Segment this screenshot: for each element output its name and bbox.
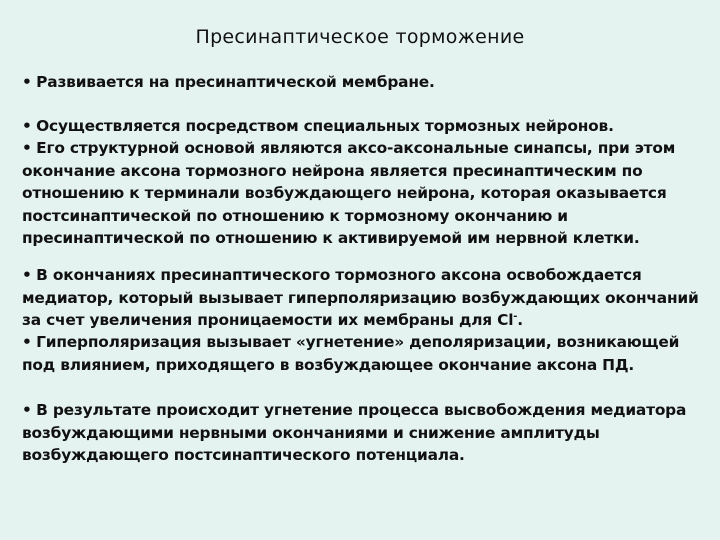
paragraph-text: Развивается на пресинаптической мембране.: [36, 73, 435, 91]
paragraph-text: Его структурной основой являются аксо-аксональные синапсы, при этом окончание аксона тормозного нейрона является пресинаптическим по отношению к терминали возбуждающего нейрона, которая оказывается постсинаптической по отношению к тормозному окончанию и пресинаптической по отношению к активируемой им нервной клетки.: [22, 139, 676, 247]
bullet-icon: •: [22, 73, 32, 91]
paragraph-text: Гиперполяризация вызывает «угнетение» деполяризации, возникающей под влиянием, приходящего в возбуждающее окончание аксона ПД.: [22, 333, 680, 374]
bullet-icon: •: [22, 333, 32, 351]
paragraph-text: В результате происходит угнетение процесса высвобождения медиатора возбуждающими нервными окончаниями и снижение амплитуды возбуждающего постсинаптического потенциала.: [22, 401, 687, 464]
paragraph-text: В окончаниях пресинаптического тормозного аксона освобождается медиатор, который вызывает гиперполяризацию возбуждающих окончаний за счет увеличения проницаемости их мембраны для Cl: [22, 266, 699, 329]
bullet-icon: •: [22, 117, 32, 135]
bullet-paragraph-1: [22, 71, 702, 94]
paragraph-text: Осуществляется посредством специальных тормозных нейронов.: [36, 117, 614, 135]
bullet-paragraph-2: [22, 115, 702, 138]
chloride-charge-superscript: -: [513, 310, 518, 322]
bullet-paragraph-3: [22, 137, 702, 250]
bullet-paragraph-5: [22, 331, 702, 376]
bullet-icon: •: [22, 401, 32, 419]
bullet-icon: •: [22, 266, 32, 284]
bullet-icon: •: [22, 139, 32, 157]
bullet-paragraph-6: [22, 399, 702, 467]
paragraph-end: .: [517, 311, 523, 329]
bullet-paragraph-4: [22, 264, 702, 332]
slide-title: Пресинаптическое торможение: [195, 26, 525, 48]
